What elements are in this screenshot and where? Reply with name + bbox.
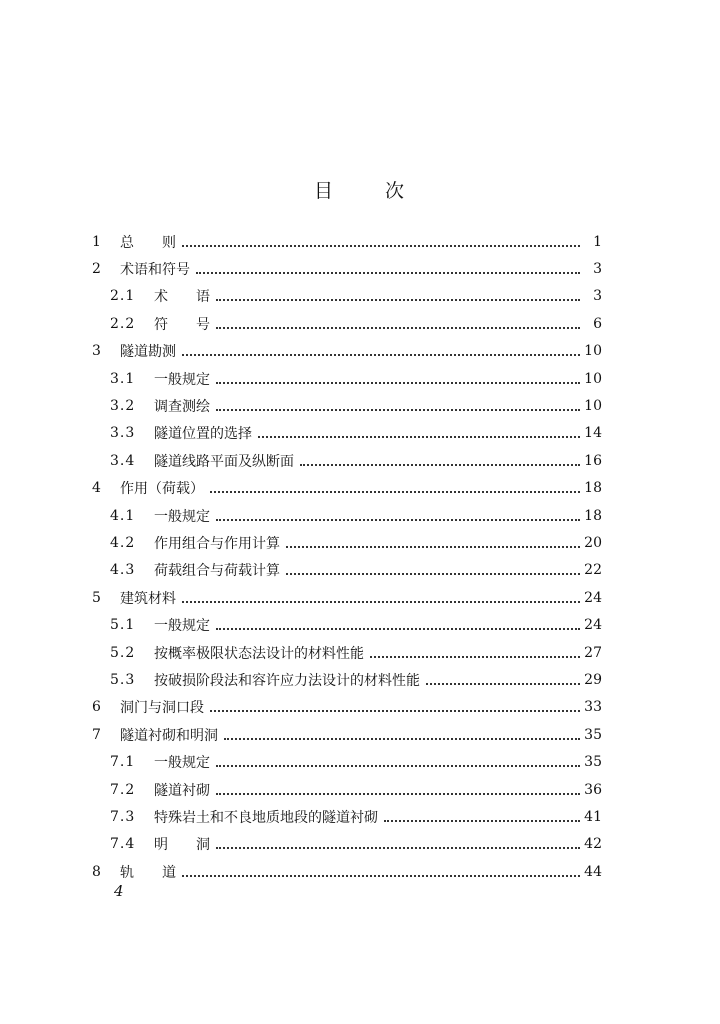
toc-dot-leader [216, 368, 580, 384]
toc-entry-number: 5.2 [110, 644, 136, 661]
toc-entry-label: 术 语 [154, 289, 210, 306]
toc-entry-page: 42 [584, 836, 602, 853]
toc-entry[interactable] [92, 475, 602, 502]
toc-entry-label: 明 洞 [154, 837, 210, 854]
toc-entry[interactable] [92, 420, 602, 447]
toc-dot-leader [258, 422, 580, 438]
toc-entry-number: 5.1 [110, 617, 136, 634]
toc-dot-leader [216, 614, 580, 630]
table-of-contents [92, 228, 602, 885]
toc-entry[interactable] [92, 557, 602, 584]
toc-entry-page: 35 [584, 726, 602, 743]
toc-entry-number: 3 [92, 343, 101, 360]
toc-dot-leader [216, 395, 580, 411]
toc-dot-leader [216, 313, 580, 329]
toc-entry-label: 一般规定 [154, 508, 210, 525]
toc-dot-leader [216, 285, 580, 301]
toc-entry-label: 一般规定 [154, 618, 210, 635]
toc-entry[interactable] [92, 228, 602, 255]
toc-entry-label: 一般规定 [154, 371, 210, 388]
toc-entry-label: 隧道衬砌 [154, 782, 210, 799]
toc-entry-page: 22 [584, 562, 602, 579]
toc-dot-leader [196, 258, 580, 274]
toc-entry[interactable] [92, 831, 602, 858]
toc-entry-page: 27 [584, 644, 602, 661]
toc-entry-number: 2.2 [110, 315, 136, 332]
toc-dot-leader [370, 642, 580, 658]
toc-entry-number: 1 [92, 233, 101, 250]
toc-entry[interactable] [92, 365, 602, 392]
toc-entry-page: 6 [593, 315, 602, 332]
toc-dot-leader [216, 779, 580, 795]
toc-entry-number: 3.2 [110, 398, 136, 415]
toc-entry-label: 隧道衬砌和明洞 [120, 727, 218, 744]
toc-entry-label: 隧道勘测 [120, 344, 176, 361]
toc-entry-label: 调查测绘 [154, 399, 210, 416]
toc-dot-leader [182, 587, 580, 603]
toc-dot-leader [300, 450, 580, 466]
toc-entry-number: 2.1 [110, 288, 136, 305]
toc-entry[interactable] [92, 338, 602, 365]
toc-entry-page: 18 [584, 480, 602, 497]
toc-entry-label: 作用组合与作用计算 [154, 535, 280, 552]
toc-entry[interactable] [92, 694, 602, 721]
toc-entry-label: 隧道位置的选择 [154, 426, 252, 443]
toc-entry-label: 术语和符号 [120, 262, 190, 279]
toc-dot-leader [182, 340, 580, 356]
toc-entry-number: 4 [92, 480, 101, 497]
toc-dot-leader [182, 231, 580, 247]
toc-dot-leader [426, 669, 580, 685]
toc-entry[interactable] [92, 283, 602, 310]
toc-dot-leader [224, 724, 580, 740]
toc-entry[interactable] [92, 502, 602, 529]
toc-entry[interactable] [92, 611, 602, 638]
toc-entry-label: 特殊岩土和不良地质地段的隧道衬砌 [154, 809, 378, 826]
toc-entry-number: 7.1 [110, 754, 136, 771]
page-number: 4 [114, 882, 124, 900]
toc-dot-leader [286, 532, 580, 548]
toc-dot-leader [216, 505, 580, 521]
toc-entry-label: 荷载组合与荷载计算 [154, 563, 280, 580]
toc-entry[interactable] [92, 666, 602, 693]
toc-entry-number: 7.2 [110, 781, 136, 798]
toc-dot-leader [182, 861, 580, 877]
toc-entry[interactable] [92, 447, 602, 474]
toc-entry-number: 6 [92, 699, 101, 716]
toc-entry[interactable] [92, 255, 602, 282]
title-char-1: 目 [313, 180, 335, 202]
toc-entry-number: 3.3 [110, 425, 136, 442]
toc-entry-number: 5.3 [110, 671, 136, 688]
toc-entry-page: 3 [593, 261, 602, 278]
toc-entry-label: 按概率极限状态法设计的材料性能 [154, 645, 364, 662]
toc-entry-label: 符 号 [154, 316, 210, 333]
toc-entry[interactable] [92, 639, 602, 666]
toc-entry-page: 41 [584, 808, 602, 825]
toc-entry-number: 4.3 [110, 562, 136, 579]
title-char-2: 次 [385, 180, 407, 202]
toc-entry[interactable] [92, 392, 602, 419]
toc-entry-page: 36 [584, 781, 602, 798]
toc-entry-page: 3 [593, 288, 602, 305]
toc-entry-label: 总 则 [120, 234, 176, 251]
toc-entry-page: 35 [584, 754, 602, 771]
toc-entry-label: 建筑材料 [120, 590, 176, 607]
toc-entry-number: 7 [92, 726, 101, 743]
toc-entry[interactable] [92, 858, 602, 885]
toc-entry[interactable] [92, 748, 602, 775]
toc-dot-leader [216, 751, 580, 767]
toc-entry-number: 7.4 [110, 836, 136, 853]
toc-entry-label: 作用（荷载） [120, 481, 204, 498]
toc-entry-page: 29 [584, 671, 602, 688]
toc-entry[interactable] [92, 529, 602, 556]
toc-entry-label: 按破损阶段法和容许应力法设计的材料性能 [154, 672, 420, 689]
toc-entry-page: 10 [584, 343, 602, 360]
toc-dot-leader [286, 559, 580, 575]
toc-entry-number: 7.3 [110, 808, 136, 825]
toc-entry-number: 2 [92, 261, 101, 278]
toc-entry-label: 轨 道 [120, 864, 176, 881]
toc-entry-page: 24 [584, 589, 602, 606]
toc-entry-number: 4.2 [110, 534, 136, 551]
toc-entry-page: 44 [584, 863, 602, 880]
toc-dot-leader [210, 696, 580, 712]
toc-entry-page: 16 [584, 452, 602, 469]
toc-entry-page: 18 [584, 507, 602, 524]
toc-entry-number: 8 [92, 863, 101, 880]
toc-entry-page: 10 [584, 370, 602, 387]
toc-entry[interactable] [92, 584, 602, 611]
toc-entry[interactable] [92, 776, 602, 803]
toc-entry-page: 24 [584, 617, 602, 634]
toc-entry-label: 隧道线路平面及纵断面 [154, 453, 294, 470]
toc-entry-page: 20 [584, 534, 602, 551]
toc-entry[interactable] [92, 803, 602, 830]
toc-entry-number: 4.1 [110, 507, 136, 524]
toc-dot-leader [210, 477, 580, 493]
toc-entry-label: 洞门与洞口段 [120, 700, 204, 717]
toc-dot-leader [384, 806, 580, 822]
toc-dot-leader [216, 833, 580, 849]
toc-entry-page: 33 [584, 699, 602, 716]
toc-entry-number: 3.1 [110, 370, 136, 387]
toc-entry[interactable] [92, 310, 602, 337]
toc-entry-page: 14 [584, 425, 602, 442]
toc-entry-page: 10 [584, 398, 602, 415]
toc-entry-number: 3.4 [110, 452, 136, 469]
toc-entry-page: 1 [593, 233, 602, 250]
toc-entry-number: 5 [92, 589, 101, 606]
page-title [0, 176, 720, 203]
toc-entry-label: 一般规定 [154, 755, 210, 772]
toc-entry[interactable] [92, 721, 602, 748]
